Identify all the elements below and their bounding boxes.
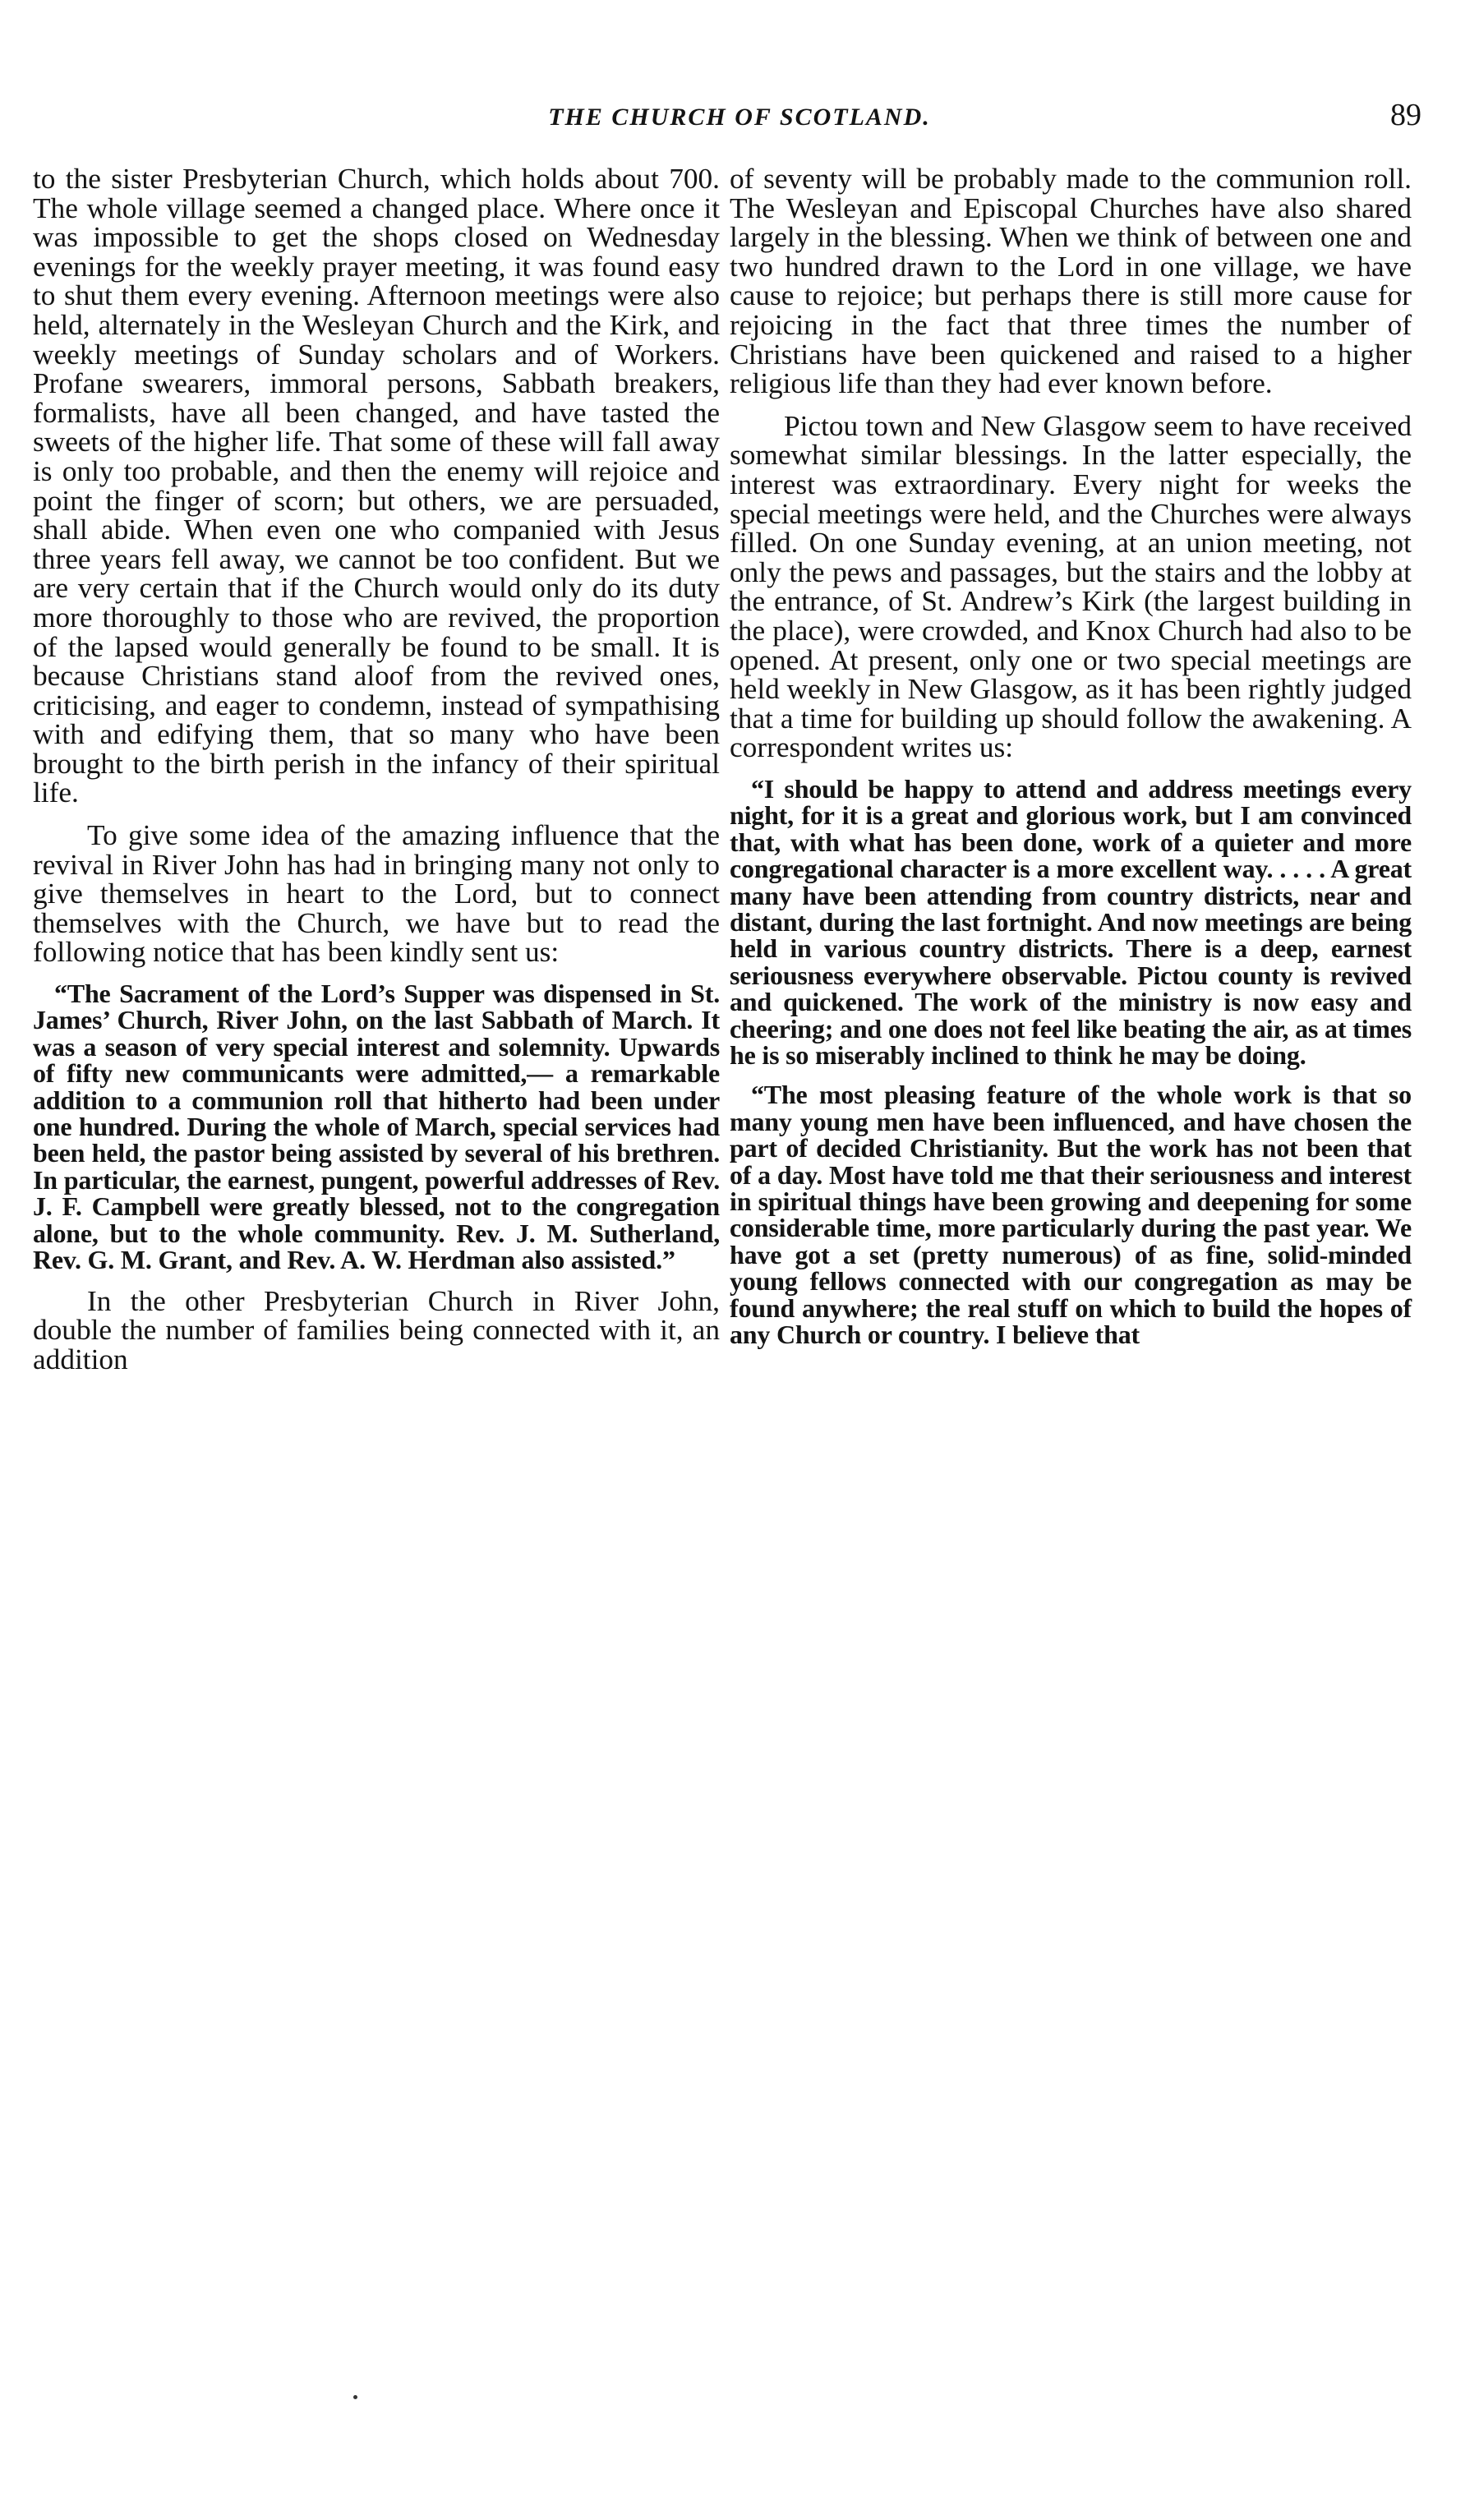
page-number: 89 [1390, 98, 1421, 132]
quoted-notice: “The Sacrament of the Lord’s Supper was dispensed in St. James’ Church, River John, on the last Sabbath of March. It was a season of very special interest and solemnity. Upwards of fifty new communicants were admitted,— a remarkable addition to a communion roll that hitherto had been under one hundred. During the whole of March, special services had been held, the pastor being assisted by several of his brethren. In particular, the earnest, pungent, powerful addresses of Rev. J. F. Campbell were greatly blessed, not to the congregation alone, but to the whole community. Rev. J. M. Sutherland, Rev. G. M. Grant, and Rev. A. W. Herdman also assisted.” [33, 979, 720, 1275]
quoted-letter: “The most pleasing feature of the whole work is that so many young men have been influenced, and have chosen the part of decided Christianity. But the work has not been that of a day. Most have told me that their seriousness and interest in spiritual things have been growing and deepening for some considerable time, more particularly during the past year. We have got a set (pretty numerous) of as fine, solid-minded young fellows connected with our congregation as may be found anywhere; the real stuff on which to build the hopes of any Church or country. I believe that [730, 1080, 1412, 1349]
paragraph: to the sister Presbyterian Church, which holds about 700. The whole village seemed a changed place. Where once it was impossible to get the shops closed on Wednesday evenings for the weekly prayer meeting, it was found easy to shut them every evening. Afternoon meetings were also held, alternately in the Wesleyan Church and the Kirk, and weekly meetings of Sunday scholars and of Workers. Profane swearers, immoral persons, Sabbath breakers, formalists, have all been changed, and have tasted the sweets of the higher life. That some of these will fall away is only too probable, and then the enemy will rejoice and point the finger of scorn; but others, we are persuaded, shall abide. When even one who companied with Jesus three years fell away, we cannot be too confident. But we are very certain that if the Church would only do its duty more thoroughly to those who are revived, the proportion of the lapsed would generally be found to be small. It is because Christians stand aloof from the revived ones, criticising, and eager to condemn, instead of sympathising with and edifying them, that so many who have been brought to the birth perish in the infancy of their spiritual life. [33, 163, 720, 809]
paragraph: In the other Presbyterian Church in River John, double the number of families being connected with it, an addition [33, 1284, 720, 1375]
paragraph: To give some idea of the amazing influence that the revival in River John has had in bringing many not only to give themselves in heart to the Lord, but to connect themselves with the Church, we have but to read the following notice that has been kindly sent us: [33, 819, 720, 969]
paragraph: of seventy will be probably made to the communion roll. The Wesleyan and Episcopal Churches have also shared largely in the blessing. When we think of between one and two hundred drawn to the Lord in one village, we have cause to rejoice; but perhaps there is still more cause for rejoicing in the fact that three times the number of Christians have been quickened and raised to a higher religious life than they had ever known before. [730, 163, 1412, 400]
quoted-letter: “I should be happy to attend and address meetings every night, for it is a great and glorious work, but I am convinced that, with what has been done, work of a quieter and more congregational character is a more excellent way. . . . . A great many have been attending from country districts, near and distant, during the last fortnight. And now meetings are being held in various country districts. There is a deep, earnest seriousness everywhere observable. Pictou county is revived and quickened. The work of the ministry is now easy and cheering; and one does not feel like beating the air, as at times he is so miserably inclined to think he may be doing. [730, 773, 1412, 1070]
running-title: THE CHURCH OF SCOTLAND. [548, 104, 931, 131]
paragraph: Pictou town and New Glasgow seem to have received somewhat similar blessings. In the latter especially, the interest was extraordinary. Every night for weeks the special meetings were held, and the Churches were always filled. On one Sunday evening, at an union meeting, not only the pews and passages, but the stairs and the lobby at the entrance, of St. Andrew’s Kirk (the largest building in the place), were crowded, and Knox Church had also to be opened. At present, only one or two special meetings are held weekly in New Glasgow, as it has been rightly judged that a time for building up should follow the awakening. A correspondent writes us: [730, 409, 1412, 764]
left-column [33, 164, 720, 1387]
ink-speck [353, 2395, 357, 2399]
running-head [33, 92, 1446, 141]
right-column [730, 164, 1412, 1361]
